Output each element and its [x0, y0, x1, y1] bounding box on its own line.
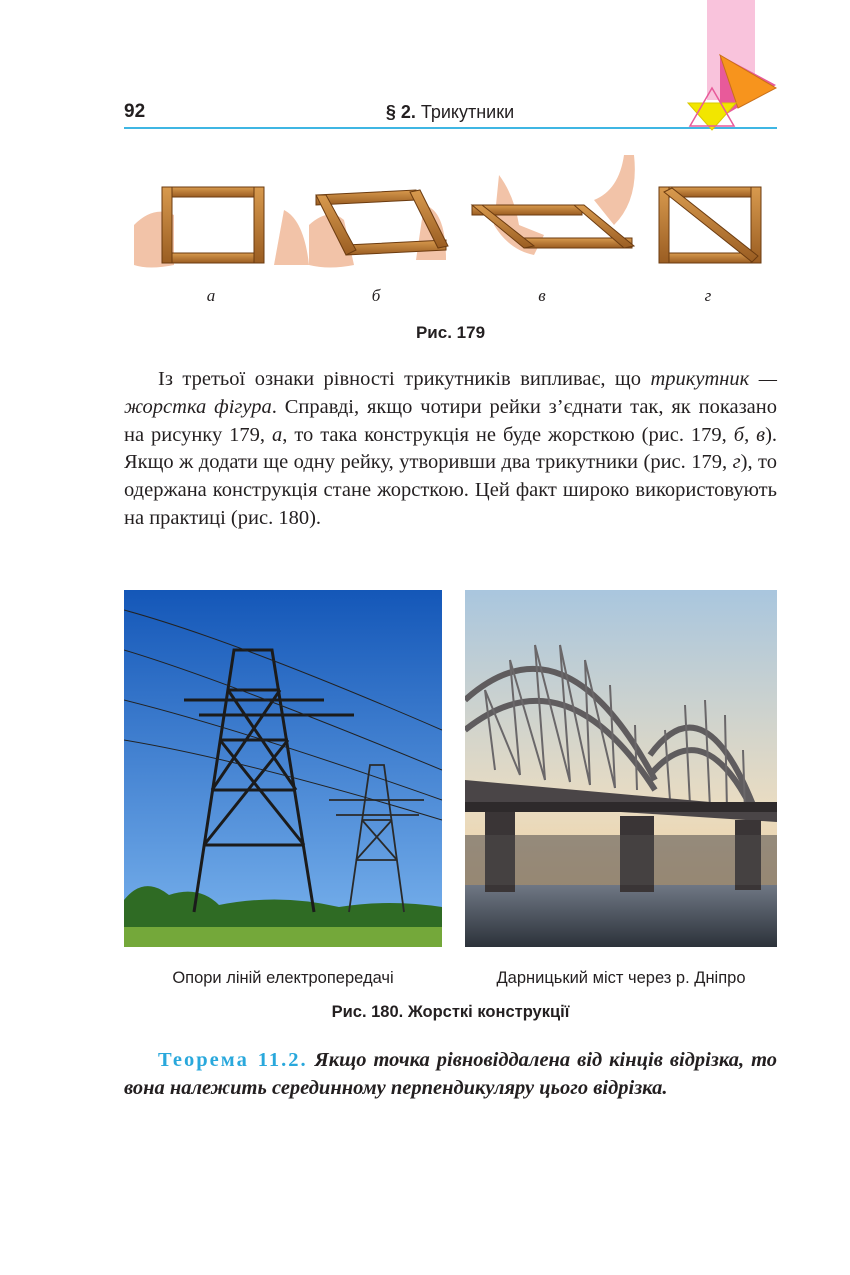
sub-label-g: г: [704, 286, 712, 305]
section-mark: § 2.: [385, 102, 416, 122]
figure-180-caption: Рис. 180. Жорсткі конструкції: [331, 1003, 570, 1021]
power-line-caption: Опори ліній електропередачі: [172, 969, 394, 987]
power-line-photo: [124, 590, 442, 947]
frame-a: [134, 187, 309, 268]
paragraph-part: Із третьої ознаки рівності трикутників випливає, що: [158, 368, 651, 390]
figure-ref: в: [756, 423, 766, 446]
section-title: [300, 102, 600, 123]
figure-ref: б: [733, 423, 745, 446]
sub-label-v: в: [538, 286, 546, 305]
sub-label-b: б: [371, 286, 381, 305]
frame-b: [309, 190, 448, 268]
page-number: 92: [124, 101, 146, 122]
paragraph-emphasis: трикутник — жорстка фігура: [124, 368, 777, 418]
paragraph-part: ,: [744, 423, 757, 446]
theorem-title: Теорема 11.2.: [158, 1049, 308, 1071]
sub-label-a: а: [206, 286, 216, 305]
frame-v: [472, 155, 635, 255]
frame-g: [659, 187, 761, 263]
figure-179-frames: [124, 150, 777, 280]
theorem-block: [124, 1046, 777, 1102]
figure-ref: а: [272, 423, 283, 446]
bridge-caption: Дарницький міст через р. Дніпро: [496, 969, 746, 987]
paragraph-part: , то така конструкція не буде жорсткою (рис. 179,: [282, 423, 734, 446]
paragraph-part: ). Якщо ж додати ще одну рейку, утворивши два трикутники (рис. 179,: [124, 423, 778, 474]
section-title-text: Трикутники: [420, 102, 515, 122]
theorem-text: Якщо точка рівновіддалена від кінців відрізка, то вона належить серединному перпендикуляру цього відрізка.: [124, 1049, 777, 1099]
figure-ref: г: [732, 451, 741, 474]
figure-179-caption: Рис. 179: [415, 323, 486, 342]
triangles-decoration-icon: [680, 0, 790, 135]
body-paragraph: [124, 366, 777, 533]
paragraph-part: ), то одержана конструкція стане жорсткою. Цей факт широко використовують на практиці (рис. 180).: [124, 451, 778, 529]
bridge-photo: [465, 590, 777, 947]
paragraph-part: . Справді, якщо чотири рейки з’єднати так, як показано на рисунку 179,: [124, 395, 777, 446]
